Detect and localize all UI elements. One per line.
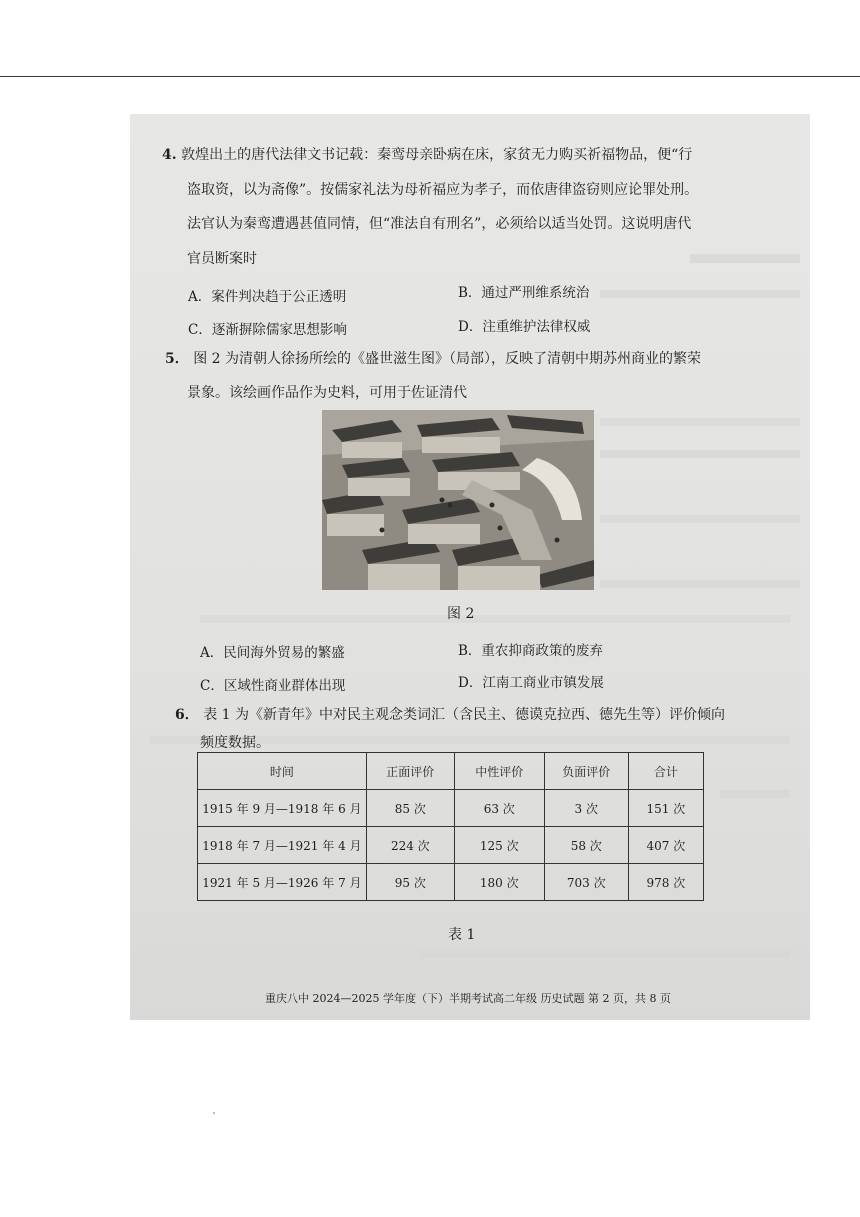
table-header-row [198, 753, 704, 790]
top-rule [0, 76, 860, 77]
speck [213, 1112, 215, 1114]
q5-option-d: D．江南工商业市镇发展 [458, 675, 604, 691]
table-cell: 85 次 [366, 790, 454, 827]
q5-option-c: C．区域性商业群体出现 [200, 678, 346, 694]
q4-option-a: A．案件判决趋于公正透明 [188, 289, 347, 305]
table-header: 中性评价 [454, 753, 544, 790]
q4-line-1: 4. 敦煌出土的唐代法律文书记载：秦鸾母亲卧病在床，家贫无力购买祈福物品，便“行 [162, 147, 693, 163]
page-footer: 重庆八中 2024—2025 学年度（下）半期考试高二年级 历史试题 第 2 页，共 8 页 [265, 992, 671, 1005]
q5-option-b: B．重农抑商政策的废弃 [458, 643, 603, 659]
painting-figure [322, 410, 594, 590]
table-cell: 703 次 [544, 864, 628, 901]
q5-number: 5． [165, 351, 189, 367]
table-cell: 125 次 [454, 827, 544, 864]
q6-line-1: 6． 表 1 为《新青年》中对民主观念类词汇（含民主、德谟克拉西、德先生等）评价倾向 [175, 707, 726, 723]
data-table [197, 752, 704, 901]
table-header: 负面评价 [544, 753, 628, 790]
table-header: 时间 [198, 753, 367, 790]
table-cell: 407 次 [628, 827, 703, 864]
table-cell: 95 次 [366, 864, 454, 901]
table-cell: 224 次 [366, 827, 454, 864]
figure-caption: 图 2 [447, 606, 475, 622]
q5-option-a: A．民间海外贸易的繁盛 [200, 645, 345, 661]
painting-image [322, 410, 594, 590]
table-cell: 1921 年 5 月—1926 年 7 月 [198, 864, 367, 901]
table-row [198, 827, 704, 864]
table-cell: 180 次 [454, 864, 544, 901]
q4-option-c: C．逐渐摒除儒家思想影响 [188, 322, 347, 338]
q5-line-2: 景象。该绘画作品作为史料，可用于佐证清代 [187, 385, 467, 401]
q4-number: 4. [162, 147, 177, 163]
q5-line-1: 5． 图 2 为清朝人徐扬所绘的《盛世滋生图》（局部），反映了清朝中期苏州商业的繁荣 [165, 351, 702, 367]
q4-option-d: D．注重维护法律权威 [458, 319, 591, 335]
table-cell: 1918 年 7 月—1921 年 4 月 [198, 827, 367, 864]
table-row [198, 790, 704, 827]
table-row [198, 864, 704, 901]
q4-line-3: 法官认为秦鸾遭遇甚值同情，但“准法自有刑名”，必须给以适当处罚。这说明唐代 [187, 216, 692, 232]
q6-number: 6． [175, 707, 199, 723]
table-caption: 表 1 [448, 927, 476, 943]
table-header: 正面评价 [366, 753, 454, 790]
table-cell: 3 次 [544, 790, 628, 827]
q4-line-2: 盗取资，以为斋像”。按儒家礼法为母祈福应为孝子，而依唐律盗窃则应论罪处刑。 [187, 182, 699, 198]
table-cell: 58 次 [544, 827, 628, 864]
q4-line-4: 官员断案时 [187, 251, 257, 267]
table-header: 合计 [628, 753, 703, 790]
table-cell: 1915 年 9 月—1918 年 6 月 [198, 790, 367, 827]
q4-option-b: B．通过严刑维系统治 [458, 285, 590, 301]
q6-line-2: 频度数据。 [200, 735, 270, 751]
table-cell: 151 次 [628, 790, 703, 827]
table-cell: 978 次 [628, 864, 703, 901]
table-cell: 63 次 [454, 790, 544, 827]
